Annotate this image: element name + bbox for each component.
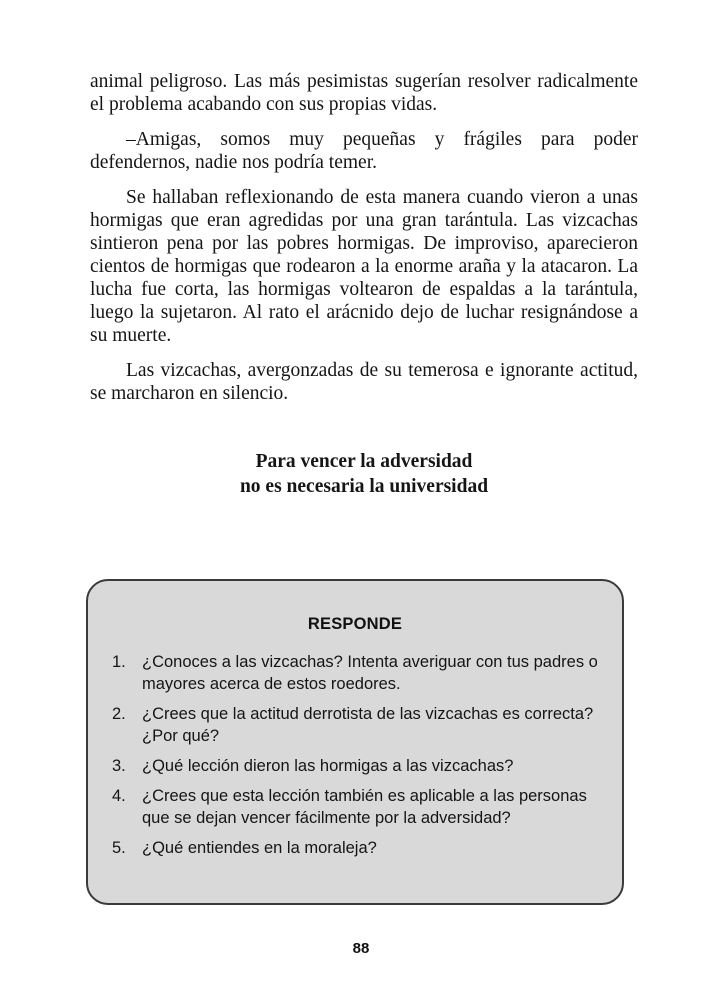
story-paragraph: Las vizcachas, avergonzadas de su temerosa e ignorante actitud, se marcharon en silencio. xyxy=(90,360,638,404)
story-paragraph: animal peligroso. Las más pesimistas sugerían resolver radicalmente el problema acabando con sus propias vidas. xyxy=(90,71,638,115)
moral-line-1: Para vencer la adversidad xyxy=(255,451,473,472)
question-item xyxy=(112,837,612,859)
page-number: 88 xyxy=(352,940,370,957)
story-paragraph: Se hallaban reflexionando de esta manera cuando vieron a unas hormigas que eran agredidas por una gran tarántula. Las vizcachas sintieron pena por las pobres hormigas. De improviso, aparecieron cientos de hormigas que rodearon a la enorme araña y la atacaron. La lucha fue corta, las hormigas voltearon de espaldas a la tarántula, luego la sujetaron. Al rato el arácnido dejo de luchar resignándose a su muerte. xyxy=(90,187,638,346)
question-list xyxy=(112,651,612,867)
question-number: 5. xyxy=(112,839,126,857)
respond-box xyxy=(86,579,624,905)
question-text: ¿Qué entiendes en la moraleja? xyxy=(142,839,377,857)
question-text: ¿Conoces a las vizcachas? Intenta averiguar con tus padres o mayores acerca de estos roedores. xyxy=(142,653,598,693)
respond-title: RESPONDE xyxy=(307,615,403,633)
question-item xyxy=(112,703,612,747)
question-text: ¿Crees que la actitud derrotista de las vizcachas es correcta? ¿Por qué? xyxy=(142,705,594,745)
question-item xyxy=(112,785,612,829)
moral-line-2: no es necesaria la universidad xyxy=(239,476,489,497)
question-item xyxy=(112,651,612,695)
question-number: 2. xyxy=(112,705,126,723)
question-text: ¿Qué lección dieron las hormigas a las vizcachas? xyxy=(142,757,514,775)
question-number: 4. xyxy=(112,787,126,805)
moral-heading xyxy=(90,449,638,499)
question-number: 3. xyxy=(112,757,126,775)
question-number: 1. xyxy=(112,653,126,671)
story-text xyxy=(90,70,638,417)
question-text: ¿Crees que esta lección también es aplicable a las personas que se dejan vencer fácilmente por la adversidad? xyxy=(142,787,587,827)
question-item xyxy=(112,755,612,777)
story-paragraph: –Amigas, somos muy pequeñas y frágiles para poder defendernos, nadie nos podría temer. xyxy=(90,129,638,173)
